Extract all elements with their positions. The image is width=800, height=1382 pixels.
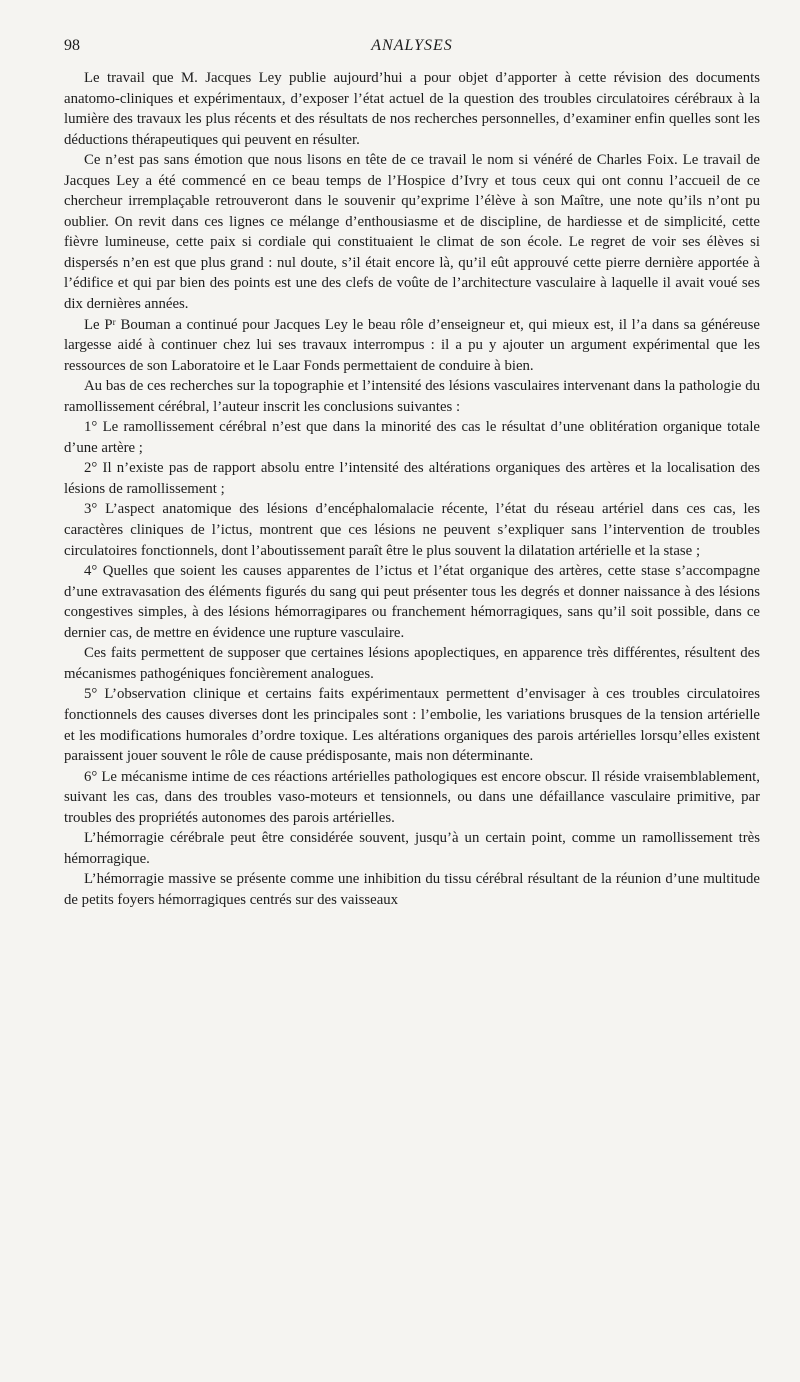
paragraph: Ce n’est pas sans émotion que nous lisons en tête de ce travail le nom si vénéré de Charles Foix. Le travail de Jacques Ley a été commencé en ce beau temps de l’Hospice d’Ivry et tous ceux qui ont connu l’accueil de ce chercheur irremplaçable retrouveront dans le souvenir qu’exprime l’élève à son Maître, une note qu’ils n’ont pu oublier. On revit dans ces lignes ce mélange d’enthousiasme et de discipline, de hardiesse et de simplicité, cette fièvre lumineuse, cette paix si cordiale qui constituaient le climat de son école. Le regret de voir ses élèves si dispersés n’en est que plus grand : nul doute, s’il était encore là, qu’il eût approuvé cette pierre dernière apportée à l’édifice et qui par bien des points est une des clefs de voûte de l’architecture vasculaire à laquelle il avait voué ses dix dernières années. [64,152,760,313]
page-number: 98 [64,37,80,54]
paragraph: L’hémorragie cérébrale peut être considérée souvent, jusqu’à un certain point, comme un ramollissement très hémorragique. [64,830,760,867]
conclusion-item: 6° Le mécanisme intime de ces réactions artérielles pathologiques est encore obscur. Il réside vraisemblablement, suivant les cas, dans des troubles vaso-moteurs et tensionnels, ou dans une défaillance vasculaire primitive, par troubles des propriétés autonomes des parois artérielles. [64,768,760,826]
paragraph: Le travail que M. Jacques Ley publie aujourd’hui a pour objet d’apporter à cette révision des documents anatomo-cliniques et expérimentaux, d’exposer l’état actuel de la question des troubles circulatoires cérébraux à la lumière des travaux les plus récents et des résultats de nos recherches personnelles, d’examiner enfin quelles sont les déductions thérapeutiques qui peuvent en résulter. [64,70,760,148]
conclusion-item: 1° Le ramollissement cérébral n’est que dans la minorité des cas le résultat d’une oblitération organique totale d’une artère ; [64,419,760,456]
paragraph: Ces faits permettent de supposer que certaines lésions apoplectiques, en apparence très différentes, résultent des mécanismes pathogéniques foncièrement analogues. [64,645,760,682]
paragraph: Le Pʳ Bouman a continué pour Jacques Ley le beau rôle d’enseigneur et, qui mieux est, il l’a dans sa généreuse largesse aidé à continuer chez lui ses travaux interrompus : il a pu y ajouter un argument expérimental que les ressources de son Laboratoire et le Laar Fonds permettaient de conduire à bien. [64,316,760,374]
conclusion-item: 3° L’aspect anatomique des lésions d’encéphalomalacie récente, l’état du réseau artériel dans ces cas, les caractères cliniques de l’ictus, montrent que ces lésions ne peuvent s’expliquer sans l’intervention de troubles circulatoires fonctionnels, dont l’aboutissement paraît être le plus souvent la dilatation artérielle et la stase ; [64,501,760,559]
conclusion-item: 5° L’observation clinique et certains faits expérimentaux permettent d’envisager à ces troubles circulatoires fonctionnels des causes diverses dont les principales sont : l’embolie, les variations brusques de la tension artérielle et les modifications humorales d’ordre toxique. Les altérations organiques des parois artérielles lorsqu’elles existent paraissent jouer souvent le rôle de cause prédisposante, mais non déterminante. [64,686,760,765]
paragraph: Au bas de ces recherches sur la topographie et l’intensité des lésions vasculaires intervenant dans la pathologie du ramollissement cérébral, l’auteur inscrit les conclusions suivantes : [64,378,760,415]
conclusion-item: 4° Quelles que soient les causes apparentes de l’ictus et l’état organique des artères, cette stase s’accompagne d’une extravasation des éléments figurés du sang qui peut présenter tous les degrés et donner naissance à des lésions congestives simples, à des lésions hémorragipares ou franchement hémorragiques, sans qu’il soit possible, dans ce dernier cas, de mettre en évidence une rupture vasculaire. [64,563,760,641]
paragraph: L’hémorragie massive se présente comme une inhibition du tissu cérébral résultant de la réunion d’une multitude de petits foyers hémorragiques centrés sur des vaisseaux [64,871,760,908]
running-title: ANALYSES [371,37,453,54]
page-header [64,0,760,54]
body-text [64,68,760,910]
conclusion-item: 2° Il n’existe pas de rapport absolu entre l’intensité des altérations organiques des artères et la localisation des lésions de ramollissement ; [64,460,760,497]
